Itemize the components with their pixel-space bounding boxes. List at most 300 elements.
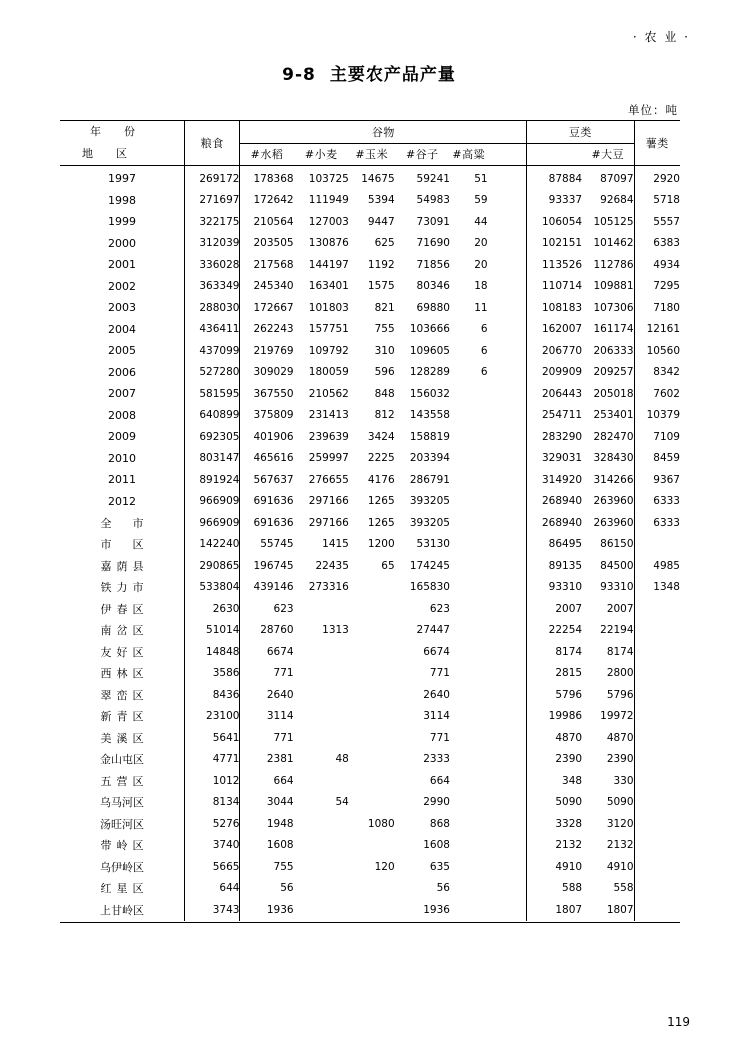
cell-sub-玉米: 69880	[416, 301, 450, 314]
cell-sub-大豆: 2800	[582, 663, 634, 685]
table-row	[60, 340, 680, 362]
cell-谷物: 401906	[253, 430, 294, 443]
cell-豆类: 110714	[541, 280, 583, 293]
cell-谷物: 172642	[253, 194, 294, 207]
table-row	[60, 792, 680, 814]
cell-sub-谷子: 6	[480, 323, 488, 336]
header-group-tubers: 薯类	[634, 121, 680, 166]
cell-粮食: 436411	[185, 319, 240, 341]
cell-薯类: 12161	[646, 323, 680, 336]
table-row	[60, 405, 680, 427]
cell-谷物: 1936	[266, 903, 294, 916]
cell-粮食: 1012	[185, 770, 240, 792]
table-row	[60, 211, 680, 233]
cell-谷物: 219769	[253, 344, 294, 357]
cell-sub-水稻	[294, 770, 349, 792]
cell-sub-高粱	[488, 469, 527, 491]
cell-sub-谷子	[450, 641, 488, 663]
cell-sub-水稻: 1415	[322, 538, 349, 551]
cell-粮食: 527280	[185, 362, 240, 384]
cell-sub-高粱	[488, 512, 527, 534]
cell-薯类: 10379	[646, 409, 680, 422]
cell-粮食: 322175	[185, 211, 240, 233]
cell-sub-小麦	[349, 684, 395, 706]
cell-豆类: 2007	[555, 602, 583, 615]
cell-sub-大豆: 84500	[582, 555, 634, 577]
table-row	[60, 448, 680, 470]
cell-sub-小麦	[349, 835, 395, 857]
cell-谷物: 55745	[260, 538, 294, 551]
table-row	[60, 620, 680, 642]
page-number: 119	[667, 1015, 690, 1029]
cell-sub-玉米: 203394	[409, 452, 450, 465]
header-sub-sorghum: #高粱	[452, 148, 486, 162]
table-row	[60, 813, 680, 835]
table-row	[60, 383, 680, 405]
cell-sub-水稻: 297166	[308, 495, 349, 508]
cell-sub-高粱	[488, 577, 527, 599]
cell-豆类: 19986	[548, 710, 583, 723]
header-region-label: 地 区	[82, 147, 133, 160]
cell-谷物: 178368	[253, 172, 294, 185]
cell-sub-大豆: 3120	[582, 813, 634, 835]
cell-sub-小麦: 65	[381, 559, 395, 572]
cell-粮食: 533804	[185, 577, 240, 599]
running-head: · 农 业 ·	[632, 30, 690, 44]
cell-sub-小麦: 310	[374, 344, 395, 357]
cell-sub-大豆: 2390	[582, 749, 634, 771]
cell-豆类: 87884	[548, 172, 583, 185]
cell-sub-高粱	[488, 211, 527, 233]
cell-sub-大豆: 105125	[582, 211, 634, 233]
cell-sub-小麦: 812	[374, 409, 395, 422]
table-row	[60, 555, 680, 577]
cell-sub-水稻: 231413	[308, 409, 349, 422]
cell-sub-水稻: 273316	[308, 581, 349, 594]
cell-粮食: 437099	[185, 340, 240, 362]
cell-豆类: 314920	[541, 473, 583, 486]
cell-谷物: 6674	[266, 645, 294, 658]
cell-粮食: 3586	[185, 663, 240, 685]
cell-sub-谷子: 59	[474, 194, 488, 207]
row-label: 金山屯区	[60, 749, 185, 771]
cell-sub-水稻: 111949	[308, 194, 349, 207]
table-row	[60, 663, 680, 685]
cell-sub-水稻	[294, 813, 349, 835]
cell-sub-高粱	[488, 383, 527, 405]
cell-sub-谷子: 20	[474, 237, 488, 250]
row-label: 2008	[60, 405, 185, 427]
cell-sub-玉米: 143558	[409, 409, 450, 422]
cell-sub-水稻: 22435	[315, 559, 349, 572]
cell-sub-高粱	[488, 770, 527, 792]
cell-sub-水稻	[294, 835, 349, 857]
cell-薯类	[634, 684, 680, 706]
cell-薯类	[634, 706, 680, 728]
cell-sub-玉米: 2333	[423, 753, 450, 766]
table-row	[60, 166, 680, 190]
cell-sub-大豆: 263960	[582, 512, 634, 534]
row-label: 西林区	[60, 663, 185, 685]
cell-薯类: 6383	[653, 237, 680, 250]
cell-sub-谷子	[450, 426, 488, 448]
cell-sub-水稻: 259997	[308, 452, 349, 465]
cell-sub-玉米: 73091	[416, 215, 450, 228]
cell-豆类: 22254	[548, 624, 583, 637]
cell-薯类: 5557	[653, 215, 680, 228]
cell-豆类: 2815	[555, 667, 583, 680]
cell-sub-高粱	[488, 534, 527, 556]
cell-sub-小麦	[349, 727, 395, 749]
cell-sub-水稻: 180059	[308, 366, 349, 379]
cell-sub-高粱	[488, 233, 527, 255]
cell-豆类: 2132	[555, 839, 583, 852]
table-row	[60, 426, 680, 448]
cell-sub-大豆: 2007	[582, 598, 634, 620]
cell-谷物: 1948	[266, 817, 294, 830]
cell-sub-谷子	[450, 706, 488, 728]
table-row	[60, 835, 680, 857]
cell-谷物: 28760	[260, 624, 294, 637]
cell-薯类	[634, 899, 680, 921]
table-row	[60, 276, 680, 298]
row-label: 伊春区	[60, 598, 185, 620]
cell-sub-小麦	[349, 577, 395, 599]
cell-sub-小麦	[349, 598, 395, 620]
cell-sub-大豆: 22194	[582, 620, 634, 642]
row-label: 2003	[60, 297, 185, 319]
cell-谷物: 367550	[253, 387, 294, 400]
header-group-grain: 粮食	[185, 121, 240, 166]
cell-薯类: 1348	[653, 581, 680, 594]
cell-粮食: 581595	[185, 383, 240, 405]
cell-谷物: 3044	[266, 796, 294, 809]
cell-sub-大豆: 87097	[582, 166, 634, 190]
cell-谷物: 203505	[253, 237, 294, 250]
cell-sub-水稻	[294, 706, 349, 728]
row-label: 上甘岭区	[60, 899, 185, 921]
cell-粮食: 4771	[185, 749, 240, 771]
cell-豆类: 283290	[541, 430, 583, 443]
cell-sub-谷子	[450, 770, 488, 792]
cell-sub-小麦	[349, 770, 395, 792]
agricultural-output-table	[60, 120, 680, 921]
cell-sub-玉米: 393205	[409, 516, 450, 529]
cell-sub-小麦	[349, 749, 395, 771]
cell-sub-谷子	[450, 469, 488, 491]
row-label: 新青区	[60, 706, 185, 728]
cell-sub-小麦: 14675	[361, 172, 395, 185]
table-header	[60, 121, 680, 166]
table-body	[60, 166, 680, 921]
table-row	[60, 727, 680, 749]
table-row	[60, 598, 680, 620]
cell-豆类: 8174	[555, 645, 583, 658]
header-corner	[60, 121, 185, 166]
cell-豆类: 348	[562, 774, 583, 787]
cell-sub-玉米: 2640	[423, 688, 450, 701]
cell-sub-高粱	[488, 166, 527, 190]
row-label: 2004	[60, 319, 185, 341]
cell-sub-大豆: 93310	[582, 577, 634, 599]
table-row	[60, 491, 680, 513]
cell-谷物: 3114	[266, 710, 294, 723]
cell-sub-大豆: 209257	[582, 362, 634, 384]
table-row	[60, 856, 680, 878]
cell-sub-高粱	[488, 297, 527, 319]
cell-谷物: 217568	[253, 258, 294, 271]
cell-sub-谷子: 18	[474, 280, 488, 293]
row-label: 美溪区	[60, 727, 185, 749]
cell-粮食: 640899	[185, 405, 240, 427]
cell-谷物: 2381	[266, 753, 294, 766]
cell-谷物: 210564	[253, 215, 294, 228]
cell-sub-大豆: 107306	[582, 297, 634, 319]
cell-薯类: 8342	[653, 366, 680, 379]
cell-sub-水稻: 276655	[308, 473, 349, 486]
cell-sub-玉米: 664	[429, 774, 450, 787]
cell-sub-水稻: 239639	[308, 430, 349, 443]
cell-sub-小麦: 9447	[367, 215, 395, 228]
cell-sub-玉米: 128289	[409, 366, 450, 379]
cell-sub-大豆: 4910	[582, 856, 634, 878]
cell-sub-大豆: 92684	[582, 190, 634, 212]
cell-sub-玉米: 59241	[416, 172, 450, 185]
cell-豆类: 93310	[548, 581, 583, 594]
cell-sub-大豆: 328430	[582, 448, 634, 470]
cell-sub-小麦: 3424	[367, 430, 395, 443]
cell-sub-高粱	[488, 254, 527, 276]
cell-sub-大豆: 5090	[582, 792, 634, 814]
row-label: 五营区	[60, 770, 185, 792]
cell-sub-小麦	[349, 878, 395, 900]
cell-sub-谷子	[450, 684, 488, 706]
cell-sub-玉米: 868	[429, 817, 450, 830]
cell-薯类: 7602	[653, 387, 680, 400]
cell-豆类: 2390	[555, 753, 583, 766]
cell-谷物: 771	[273, 667, 294, 680]
cell-sub-玉米: 1936	[423, 903, 450, 916]
cell-薯类: 10560	[646, 344, 680, 357]
table-row	[60, 577, 680, 599]
cell-sub-谷子	[450, 878, 488, 900]
cell-sub-水稻: 1313	[322, 624, 349, 637]
cell-豆类: 4870	[555, 731, 583, 744]
cell-豆类: 329031	[541, 452, 583, 465]
cell-粮食: 336028	[185, 254, 240, 276]
cell-豆类: 113526	[541, 258, 583, 271]
cell-sub-小麦: 1192	[367, 258, 395, 271]
cell-粮食: 692305	[185, 426, 240, 448]
row-label: 2007	[60, 383, 185, 405]
cell-sub-高粱	[488, 684, 527, 706]
cell-sub-水稻: 127003	[308, 215, 349, 228]
cell-薯类	[634, 534, 680, 556]
cell-薯类	[634, 641, 680, 663]
cell-豆类: 102151	[541, 237, 583, 250]
cell-sub-谷子	[450, 448, 488, 470]
table-row	[60, 254, 680, 276]
cell-粮食: 966909	[185, 491, 240, 513]
cell-sub-大豆: 282470	[582, 426, 634, 448]
row-label: 红星区	[60, 878, 185, 900]
table-row	[60, 512, 680, 534]
cell-sub-大豆: 253401	[582, 405, 634, 427]
row-label: 2002	[60, 276, 185, 298]
header-group-beans: 豆类	[527, 121, 634, 144]
cell-粮食: 2630	[185, 598, 240, 620]
cell-sub-高粱	[488, 792, 527, 814]
cell-sub-大豆: 19972	[582, 706, 634, 728]
cell-粮食: 966909	[185, 512, 240, 534]
cell-sub-高粱	[488, 835, 527, 857]
cell-sub-玉米: 156032	[409, 387, 450, 400]
cell-谷物: 567637	[253, 473, 294, 486]
title-text: 主要农产品产量	[329, 65, 456, 85]
cell-豆类: 89135	[548, 559, 583, 572]
cell-sub-水稻	[294, 641, 349, 663]
cell-sub-高粱	[488, 448, 527, 470]
cell-薯类	[634, 620, 680, 642]
row-label: 全 市	[60, 512, 185, 534]
cell-薯类	[634, 727, 680, 749]
cell-sub-谷子	[450, 534, 488, 556]
table-row	[60, 190, 680, 212]
cell-sub-玉米: 286791	[409, 473, 450, 486]
cell-sub-玉米: 109605	[409, 344, 450, 357]
table-row	[60, 469, 680, 491]
cell-粮食: 803147	[185, 448, 240, 470]
cell-粮食: 5641	[185, 727, 240, 749]
cell-sub-大豆: 86150	[582, 534, 634, 556]
cell-sub-小麦: 625	[374, 237, 395, 250]
table-row	[60, 749, 680, 771]
cell-sub-小麦: 848	[374, 387, 395, 400]
cell-sub-小麦: 1265	[367, 495, 395, 508]
cell-sub-高粱	[488, 340, 527, 362]
cell-粮食: 51014	[185, 620, 240, 642]
cell-sub-水稻	[294, 727, 349, 749]
cell-豆类: 108183	[541, 301, 583, 314]
cell-sub-水稻: 48	[335, 753, 349, 766]
cell-sub-小麦	[349, 663, 395, 685]
row-label: 2010	[60, 448, 185, 470]
cell-sub-玉米: 71690	[416, 237, 450, 250]
row-label: 2006	[60, 362, 185, 384]
cell-sub-水稻: 103725	[308, 172, 349, 185]
cell-粮食: 644	[185, 878, 240, 900]
cell-sub-谷子: 51	[474, 172, 488, 185]
cell-sub-玉米: 174245	[409, 559, 450, 572]
table-bottom-rule	[60, 922, 680, 923]
cell-谷物: 375809	[253, 409, 294, 422]
cell-sub-高粱	[488, 878, 527, 900]
cell-谷物: 2640	[266, 688, 294, 701]
header-row-groups	[60, 121, 680, 144]
row-label: 铁力市	[60, 577, 185, 599]
cell-豆类: 86495	[548, 538, 583, 551]
cell-豆类: 206770	[541, 344, 583, 357]
cell-sub-小麦: 5394	[367, 194, 395, 207]
cell-sub-谷子	[450, 813, 488, 835]
header-sub-millet: #谷子	[405, 148, 439, 162]
header-sub-soybean-spacer	[527, 143, 582, 166]
cell-sub-玉米: 2990	[423, 796, 450, 809]
cell-豆类: 93337	[548, 194, 583, 207]
cell-sub-大豆: 263960	[582, 491, 634, 513]
unit-note: 单位：吨	[628, 103, 678, 117]
cell-sub-大豆: 1807	[582, 899, 634, 921]
cell-sub-谷子	[450, 792, 488, 814]
cell-粮食: 5276	[185, 813, 240, 835]
cell-薯类: 4985	[653, 559, 680, 572]
cell-sub-玉米: 771	[429, 731, 450, 744]
cell-sub-大豆: 161174	[582, 319, 634, 341]
row-label: 乌马河区	[60, 792, 185, 814]
table-row	[60, 534, 680, 556]
cell-薯类	[634, 835, 680, 857]
cell-sub-谷子	[450, 577, 488, 599]
cell-豆类: 209909	[541, 366, 583, 379]
cell-sub-玉米: 623	[429, 602, 450, 615]
cell-粮食: 3743	[185, 899, 240, 921]
cell-sub-玉米: 165830	[409, 581, 450, 594]
cell-sub-谷子	[450, 749, 488, 771]
cell-sub-小麦: 4176	[367, 473, 395, 486]
table-row	[60, 878, 680, 900]
cell-sub-谷子: 44	[474, 215, 488, 228]
cell-sub-高粱	[488, 190, 527, 212]
cell-sub-谷子: 6	[480, 366, 488, 379]
cell-sub-玉米: 103666	[409, 323, 450, 336]
row-label: 友好区	[60, 641, 185, 663]
cell-sub-高粱	[488, 899, 527, 921]
cell-sub-玉米: 1608	[423, 839, 450, 852]
cell-粮食: 23100	[185, 706, 240, 728]
cell-sub-大豆: 101462	[582, 233, 634, 255]
cell-sub-谷子	[450, 491, 488, 513]
cell-sub-谷子: 20	[474, 258, 488, 271]
cell-豆类: 254711	[541, 409, 583, 422]
cell-sub-大豆: 314266	[582, 469, 634, 491]
row-label: 2001	[60, 254, 185, 276]
cell-sub-大豆: 205018	[582, 383, 634, 405]
cell-薯类: 2920	[653, 172, 680, 185]
cell-谷物: 56	[280, 882, 294, 895]
cell-薯类: 8459	[653, 452, 680, 465]
cell-sub-高粱	[488, 706, 527, 728]
cell-豆类: 3328	[555, 817, 583, 830]
cell-sub-水稻: 130876	[308, 237, 349, 250]
header-year-label: 年 份	[90, 125, 141, 138]
cell-豆类: 268940	[541, 516, 583, 529]
cell-薯类	[634, 770, 680, 792]
cell-薯类: 7109	[653, 430, 680, 443]
cell-sub-高粱	[488, 663, 527, 685]
cell-sub-小麦	[349, 620, 395, 642]
cell-sub-玉米: 53130	[416, 538, 450, 551]
cell-粮食: 363349	[185, 276, 240, 298]
cell-sub-大豆: 206333	[582, 340, 634, 362]
title-number: 9-8	[282, 65, 316, 85]
cell-sub-谷子	[450, 835, 488, 857]
cell-sub-水稻: 144197	[308, 258, 349, 271]
cell-sub-高粱	[488, 813, 527, 835]
cell-sub-高粱	[488, 276, 527, 298]
cell-sub-高粱	[488, 856, 527, 878]
page-title	[0, 60, 738, 85]
table-row	[60, 899, 680, 921]
